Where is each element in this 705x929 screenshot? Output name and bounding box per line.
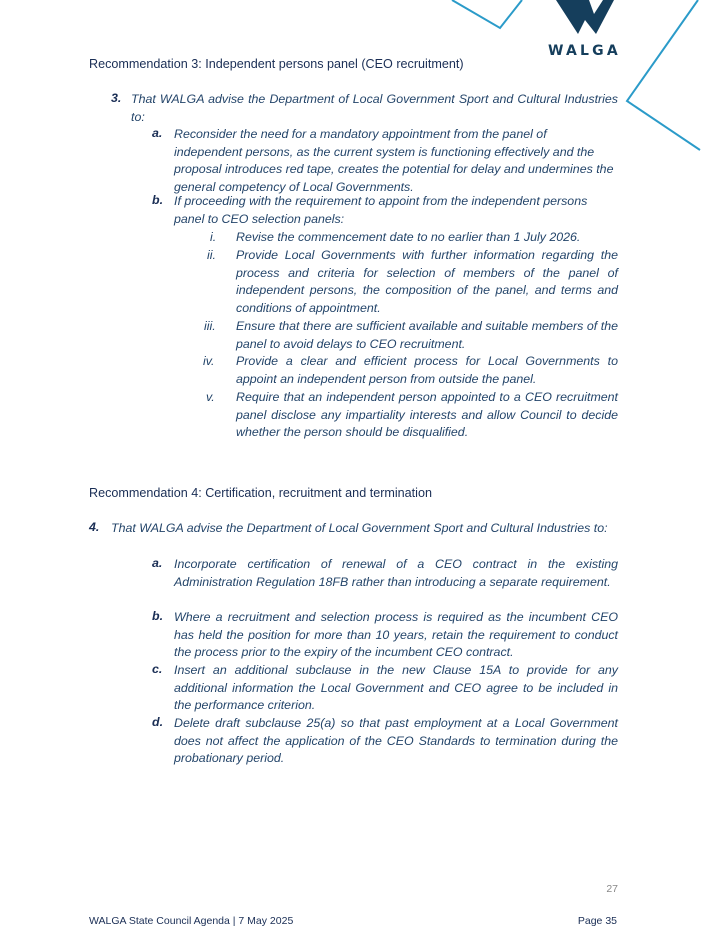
rec4-item-label: c. bbox=[152, 662, 163, 676]
page-number: 27 bbox=[606, 883, 618, 895]
rec3-number: 3. bbox=[111, 91, 122, 105]
rec4-item-label: a. bbox=[152, 556, 163, 570]
rec3-heading: Recommendation 3: Independent persons panel (CEO recruitment) bbox=[89, 57, 464, 71]
rec3-a-text: Reconsider the need for a mandatory appointment from the panel of independent persons, as the current system is functioning effectively and the proposal introduces red tape, creates the potential for delay and undermines the general competency of Local Governments. bbox=[174, 127, 614, 194]
rec3-sub-label: v. bbox=[206, 390, 215, 404]
rec3-a-label: a. bbox=[152, 126, 163, 140]
rec4-item-label: d. bbox=[152, 715, 164, 729]
footer-right: Page 35 bbox=[577, 915, 617, 927]
rec3-b-label: b. bbox=[152, 193, 164, 207]
walga-logo-text: WALGA bbox=[548, 43, 621, 59]
rec3-sub-text: Ensure that there are sufficient available and suitable members of the panel to avoid delays to CEO recruitment. bbox=[236, 319, 618, 351]
rec3-sub-label: iv. bbox=[203, 354, 215, 368]
rec4-item-text: Where a recruitment and selection process is required as the incumbent CEO has held the position for more than 10 years, retain the requirement to conduct the process prior to the expiry of the incumbent CEO contract. bbox=[174, 610, 618, 660]
rec3-sub-text: Provide Local Governments with further information regarding the process and criteria for selection of members of the panel of independent persons, the composition of the panel, and terms and conditions of appointment. bbox=[236, 248, 618, 315]
rec4-item-text: Delete draft subclause 25(a) so that past employment at a Local Government does not affect the application of the CEO Standards to termination during the probationary period. bbox=[174, 716, 618, 766]
rec4-heading: Recommendation 4: Certification, recruitment and termination bbox=[89, 486, 432, 500]
rec4-number: 4. bbox=[89, 520, 100, 534]
rec3-intro: That WALGA advise the Department of Local Government Sport and Cultural Industries to: bbox=[131, 92, 618, 124]
rec4-intro: That WALGA advise the Department of Local Government Sport and Cultural Industries to: bbox=[111, 521, 608, 535]
rec3-b-text: If proceeding with the requirement to appoint from the independent persons panel to CEO selection panels: bbox=[174, 194, 588, 226]
rec3-sub-label: i. bbox=[210, 230, 217, 244]
rec3-sub-label: ii. bbox=[207, 248, 216, 262]
rec3-sub-text: Provide a clear and efficient process for Local Governments to appoint an independent person from outside the panel. bbox=[236, 354, 618, 386]
rec4-item-text: Insert an additional subclause in the new Clause 15A to provide for any additional information the Local Government and CEO agree to be included in the performance criterion. bbox=[174, 663, 618, 713]
rec4-item-text: Incorporate certification of renewal of a CEO contract in the existing Administration Regulation 18FB rather than introducing a separate requirement. bbox=[174, 557, 618, 589]
rec3-sub-text: Require that an independent person appointed to a CEO recruitment panel disclose any impartiality interests and allow Council to decide whether the person should be disqualified. bbox=[236, 390, 618, 440]
footer-left: WALGA State Council Agenda | 7 May 2025 bbox=[89, 915, 294, 927]
rec3-sub-label: iii. bbox=[204, 319, 216, 333]
walga-logo-icon bbox=[556, 0, 614, 34]
rec3-sub-text: Revise the commencement date to no earlier than 1 July 2026. bbox=[236, 230, 581, 244]
rec4-item-label: b. bbox=[152, 609, 164, 623]
